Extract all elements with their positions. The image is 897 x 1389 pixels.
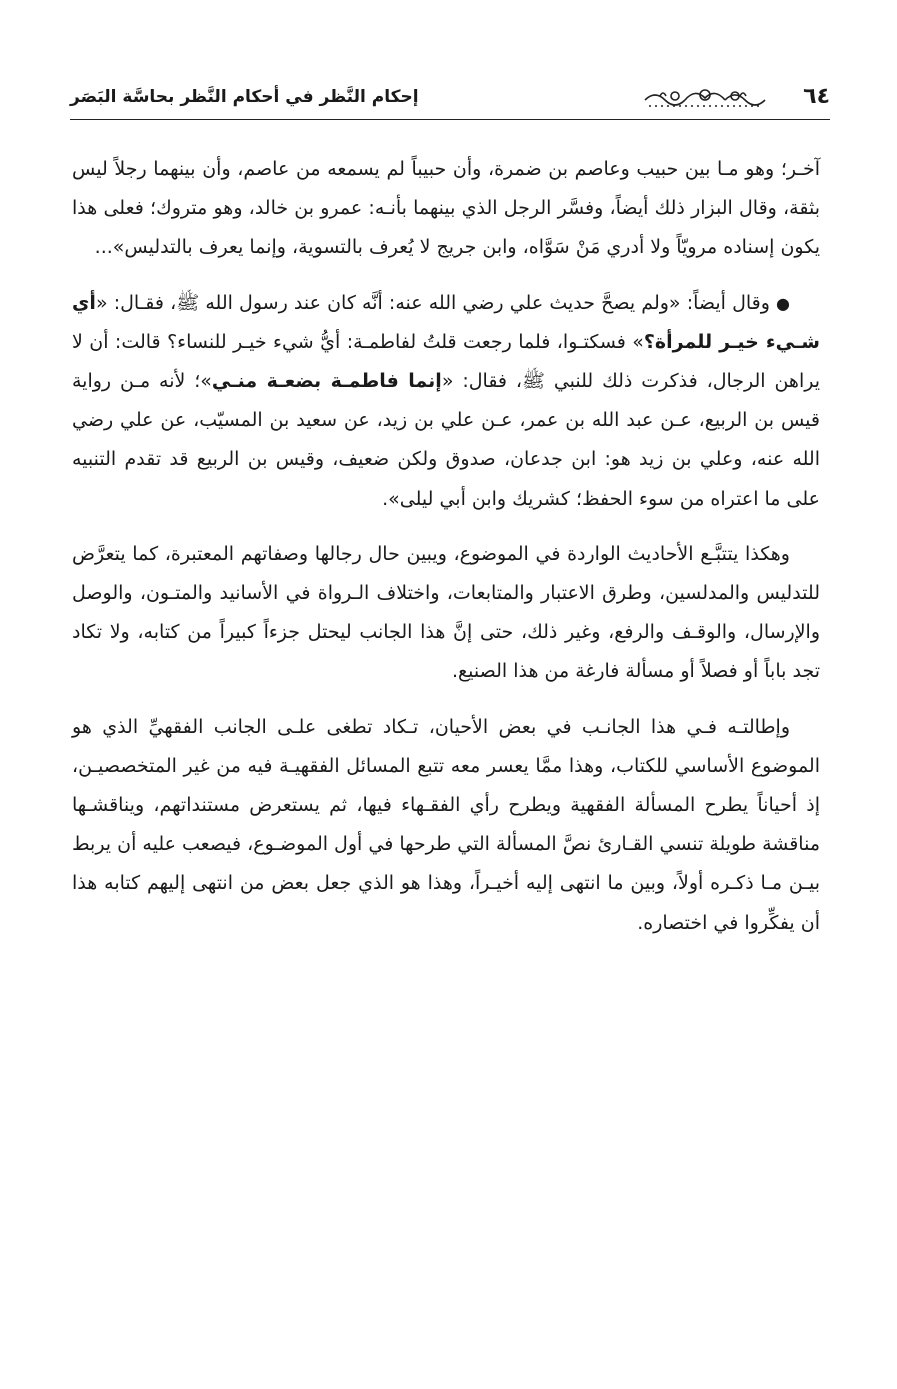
ornament-icon [640, 86, 770, 110]
header-divider [70, 119, 830, 120]
page-number: ٦٤ [803, 84, 830, 109]
paragraph-1: آخـر؛ وهو مـا بين حبيب وعاصم بن ضمرة، وأن حبيباً لم يسمعه من عاصم، وأن بينهما رجلاً ليس بثقة، وقال البزار ذلك أيضاً، وفسَّر الرجل الذي بينهما بأنـه: عمرو بن خالد، وهو متروك؛ فعلى هذا يكون إسناده مرويّاً ولا أدري مَنْ سَوَّاه، وابن جريج لا يُعرف بالتسوية، وإنما يعرف بالتدليس»... [72, 158, 820, 259]
hadith-quote-1: أي شـيء خيـر للمرأة؟ [72, 291, 820, 353]
paragraph-3: وهكذا يتتبَّـع الأحاديث الواردة في الموضوع، ويبين حال رجالها وصفاتهم المعتبرة، كما يتعرَّض للتدليس والمدلسين، وطرق الاعتبار والمتابعات، واختلاف الـرواة في الأسانيد والمتـون، والوصل والإرسال، والوقـف والرفع، وغير ذلك، حتى إنَّ هذا الجانب ليحتل جزءاً كبيراً من كتابه، ولا تكاد تجد باباً أو فصلاً أو مسألة فارغة من هذا الصنيع. [72, 542, 820, 683]
paragraph-2-part-3: »؛ لأنه مـن رواية قيس بن الربيع، عـن عبد الله بن عمر، عـن علي بن زيد، عن سعيد بن المسيّب، عن علي رضي الله عنه، وعلي بن زيد هو: ابن جدعان، صدوق ولكن ضعيف، وقيس بن الربيع قد تقدم التنبيه على ما اعتراه من سوء الحفظ؛ كشريك وابن أبي ليلى». [72, 370, 820, 510]
hadith-quote-2: إنما فاطمـة بضعـة منـي [211, 370, 442, 393]
running-title: إحكام النَّظر في أحكام النَّظر بحاسَّة البَصَر [70, 87, 419, 107]
page-header [70, 82, 830, 116]
body-text [72, 150, 820, 959]
paragraph-2-part-1: وقال أيضاً: «ولم يصحَّ حديث علي رضي الله عنه: أنَّه كان عند رسول الله ﷺ، فقـال: « [95, 291, 770, 314]
paragraph-2-part-2: » فسكتـوا، فلما رجعت قلتُ لفاطمـة: أيُّ شيء خيـر للنساء؟ قالت: أن لا يراهن الرجال، فذكرت ذلك للنبي ﷺ، فقال: « [72, 330, 820, 393]
paragraph-4: وإطالتـه فـي هذا الجانـب في بعض الأحيان، تـكاد تطغى علـى الجانب الفقهيِّ الذي هو الموضوع الأساسي للكتاب، وهذا ممَّا يعسر معه تتبع المسائل الفقهيـة فيه من غير المتخصصيـن، إذ أحياناً يطرح المسألة الفقهية ويطرح رأي الفقـهاء فيها، ثم يستعرض مستنداتهم، ويناقشـها مناقشة طويلة تنسي القـارئ نصَّ المسألة التي طرحها في أول الموضـوع، فيصعب عليه أن يربط بيـن مـا ذكـره أولاً، وبين ما انتهى إليه أخيـراً، وهذا هو الذي جعل بعض من انتهى إليهم كتابه هذا أن يفكِّروا في اختصاره. [72, 715, 820, 934]
paragraph-2 [72, 284, 820, 519]
bullet-icon: ● [775, 293, 791, 313]
